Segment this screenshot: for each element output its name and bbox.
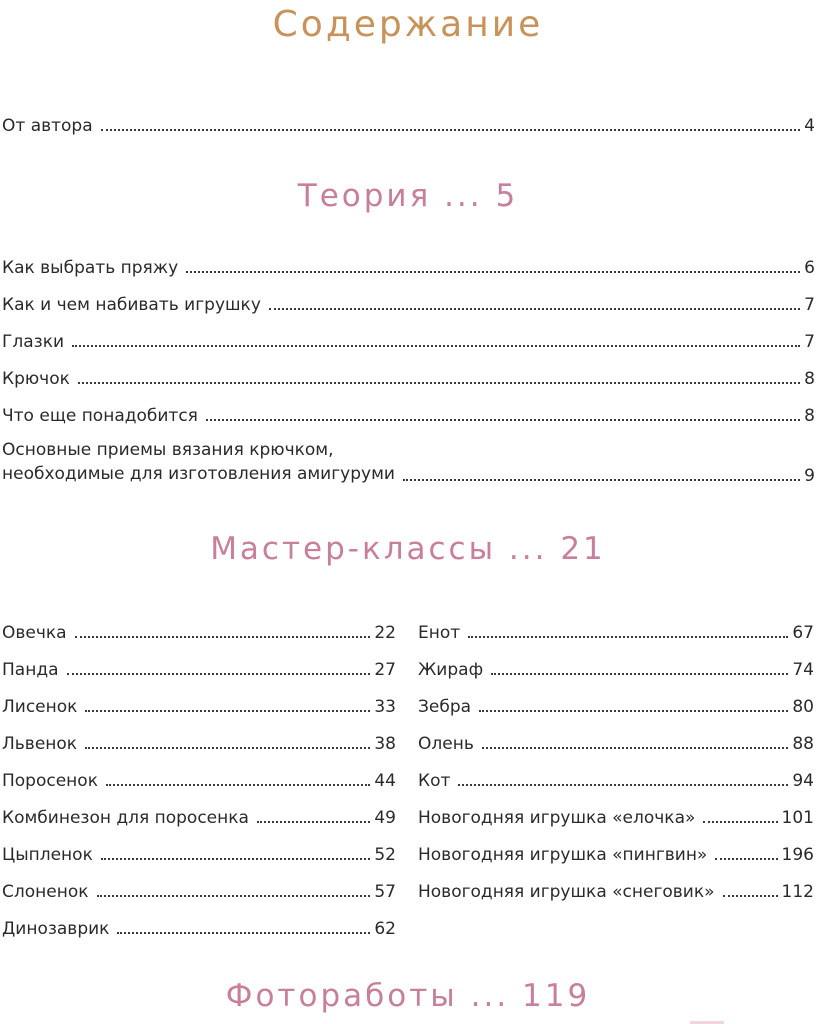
section-title-photos: Фотоработы ... 119	[225, 978, 591, 1014]
toc-page-number: 27	[374, 660, 396, 680]
toc-label: Комбинезон для поросенка	[2, 808, 257, 828]
toc-label: Как выбрать пряжу	[2, 258, 186, 278]
toc-entry-mc-left-3[interactable]	[2, 693, 396, 717]
dot-leader	[468, 636, 788, 638]
toc-page-number: 9	[804, 466, 815, 486]
toc-page-number: 4	[804, 116, 815, 136]
toc-label: Панда	[2, 660, 67, 680]
toc-label: Глазки	[2, 332, 72, 352]
dot-leader	[67, 673, 371, 675]
toc-page-number: 38	[374, 734, 396, 754]
toc-entry-mc-right-3[interactable]	[418, 693, 814, 717]
dot-leader	[269, 308, 800, 310]
toc-label: Жираф	[418, 660, 491, 680]
toc-label: Слоненок	[2, 882, 97, 902]
toc-entry-theory-5[interactable]	[2, 402, 815, 426]
dot-leader	[101, 129, 801, 131]
toc-entry-theory-4[interactable]	[2, 365, 815, 389]
toc-page-number: 49	[374, 808, 396, 828]
toc-entry-theory-3[interactable]	[2, 328, 815, 352]
toc-label: Динозаврик	[2, 919, 117, 939]
toc-entry-mc-left-8[interactable]	[2, 878, 396, 902]
dot-leader	[106, 784, 370, 786]
dot-leader	[72, 345, 800, 347]
dot-leader	[85, 747, 370, 749]
toc-entry-mc-left-1[interactable]	[2, 619, 396, 643]
toc-label: Львенок	[2, 734, 85, 754]
dot-leader	[479, 710, 788, 712]
page-title: Содержание	[272, 4, 544, 45]
dot-leader	[482, 747, 789, 749]
dot-leader	[186, 271, 800, 273]
toc-entry-mc-right-8[interactable]	[418, 878, 814, 902]
toc-page-number: 80	[792, 697, 814, 717]
toc-entry-mc-right-1[interactable]	[418, 619, 814, 643]
toc-page-number: 94	[792, 771, 814, 791]
dot-leader	[715, 858, 777, 860]
toc-label-line2: необходимые для изготовления амигуруми	[2, 464, 395, 484]
dot-leader	[403, 479, 800, 481]
toc-entry-mc-right-4[interactable]	[418, 730, 814, 754]
toc-page-number: 44	[374, 771, 396, 791]
dot-leader	[703, 821, 777, 823]
toc-page-number: 196	[781, 845, 814, 865]
toc-entry-mc-left-9[interactable]	[2, 915, 396, 939]
toc-page-number: 22	[374, 623, 396, 643]
dot-leader	[85, 710, 370, 712]
dot-leader	[101, 858, 371, 860]
toc-entry-intro[interactable]	[2, 112, 815, 136]
toc-label: Как и чем набивать игрушку	[2, 295, 269, 315]
toc-entry-mc-left-6[interactable]	[2, 804, 396, 828]
toc-entry-mc-right-2[interactable]	[418, 656, 814, 680]
toc-page-number: 8	[804, 406, 815, 426]
toc-entry-mc-right-5[interactable]	[418, 767, 814, 791]
section-title-theory: Теория ... 5	[297, 178, 519, 214]
toc-entry-mc-left-2[interactable]	[2, 656, 396, 680]
toc-page-number: 74	[792, 660, 814, 680]
toc-label: Новогодняя игрушка «елочка»	[418, 808, 703, 828]
toc-label: Новогодняя игрушка «снеговик»	[418, 882, 723, 902]
dot-leader	[458, 784, 788, 786]
toc-entry-mc-right-6[interactable]	[418, 804, 814, 828]
dot-leader	[75, 636, 371, 638]
toc-label-multiline	[2, 438, 403, 486]
toc-page-number: 52	[374, 845, 396, 865]
toc-entry-mc-left-5[interactable]	[2, 767, 396, 791]
toc-entry-theory-6[interactable]	[2, 438, 815, 486]
toc-entry-theory-1[interactable]	[2, 254, 815, 278]
toc-label: Лисенок	[2, 697, 85, 717]
dot-leader	[117, 932, 370, 934]
toc-page-number: 88	[792, 734, 814, 754]
toc-entry-mc-right-7[interactable]	[418, 841, 814, 865]
dot-leader	[257, 821, 370, 823]
dot-leader	[97, 895, 371, 897]
toc-page-number: 67	[792, 623, 814, 643]
toc-label: Новогодняя игрушка «пингвин»	[418, 845, 715, 865]
toc-label: Кот	[418, 771, 458, 791]
toc-entry-mc-left-7[interactable]	[2, 841, 396, 865]
toc-label: Зебра	[418, 697, 479, 717]
dot-leader	[206, 419, 800, 421]
dot-leader	[78, 382, 800, 384]
toc-page-number: 101	[781, 808, 814, 828]
toc-label: Овечка	[2, 623, 75, 643]
toc-entry-theory-2[interactable]	[2, 291, 815, 315]
toc-entry-mc-left-4[interactable]	[2, 730, 396, 754]
toc-page-number: 7	[804, 332, 815, 352]
section-title-masterclasses: Мастер-классы ... 21	[210, 531, 606, 567]
toc-label-line1: Основные приемы вязания крючком,	[2, 440, 334, 460]
toc-page-number: 7	[804, 295, 815, 315]
dot-leader	[491, 673, 788, 675]
toc-page-number: 8	[804, 369, 815, 389]
toc-label: Поросенок	[2, 771, 106, 791]
dot-leader	[723, 895, 778, 897]
toc-label: Крючок	[2, 369, 78, 389]
toc-page-number: 33	[374, 697, 396, 717]
toc-page-number: 62	[374, 919, 396, 939]
toc-label: Енот	[418, 623, 468, 643]
toc-label: От автора	[2, 116, 101, 136]
toc-page-number: 6	[804, 258, 815, 278]
toc-page-number: 112	[781, 882, 814, 902]
toc-page-number: 57	[374, 882, 396, 902]
toc-label: Олень	[418, 734, 482, 754]
toc-label: Что еще понадобится	[2, 406, 206, 426]
toc-label: Цыпленок	[2, 845, 101, 865]
